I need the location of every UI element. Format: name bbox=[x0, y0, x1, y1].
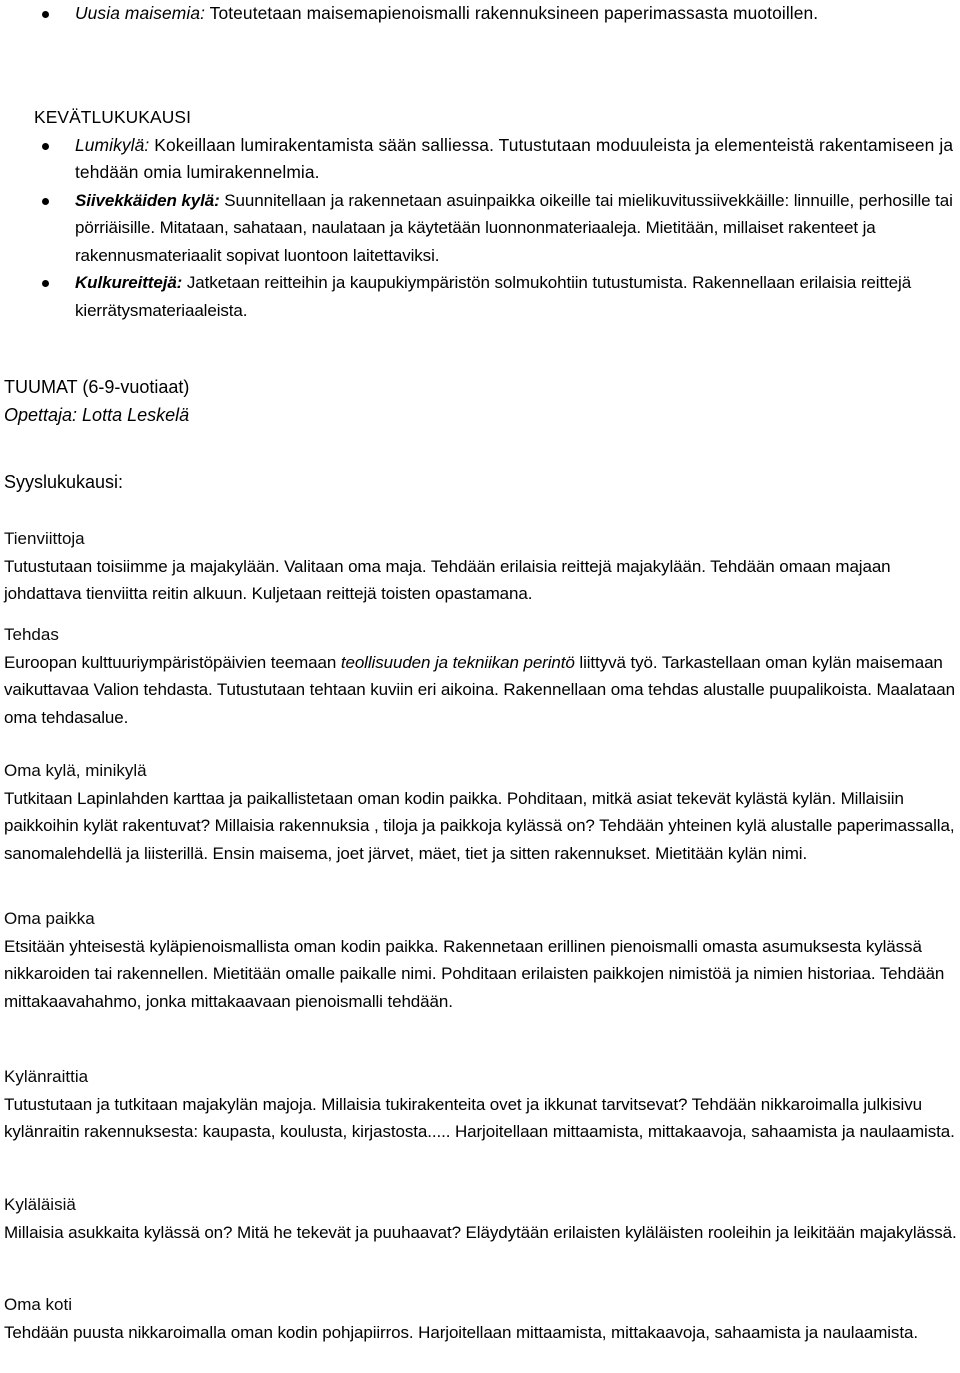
section-heading: Tienviittoja bbox=[4, 529, 85, 548]
term-heading: Syyslukukausi: bbox=[4, 472, 124, 492]
group-info bbox=[4, 374, 958, 429]
bullet-icon bbox=[42, 280, 49, 287]
section-oma-paikka bbox=[4, 905, 958, 1015]
section-heading: Kyläläisiä bbox=[4, 1195, 76, 1214]
list-item bbox=[4, 132, 958, 187]
item-text: Suunnitellaan ja rakennetaan asuinpaikka oikeille tai mielikuvitussiivekkäille: linnuille, perhosille tai pörriäisille. Mitataan, sahataan, naulataan ja käytetään luonnonmateriaaleja. Mietitään, millaiset rakenteet ja rakennusmateriaalit sopivat luontoon laitettaviksi. bbox=[75, 190, 953, 265]
item-title: Siivekkäiden kylä: bbox=[75, 190, 220, 210]
section-text-part: liittyvä työ. Tarkastellaan oman kylän maisemaan vaikuttavaa Valion tehdasta. Tutustutaan tehtaan kuviin eri aikoina. Rakennellaan oma tehdas alustalle puupalikoista. Maalataan oma tehdasalue. bbox=[4, 652, 955, 727]
section-text: Tutustutaan ja tutkitaan majakylän majoja. Millaisia tukirakenteita ovet ja ikkunat tarvitsevat? Tehdään nikkaroimalla julkisivu kylänraitin rakennuksesta: kaupasta, koulusta, kirjastosta..... Harjoitellaan mittaamista, mittakaavoja, sahaamista ja naulaamista. bbox=[4, 1094, 955, 1141]
section-text-part: Euroopan kulttuuriympäristöpäivien teemaan bbox=[4, 652, 341, 672]
list-item bbox=[4, 269, 958, 324]
list-item bbox=[4, 187, 958, 270]
section-kylalaisia bbox=[4, 1191, 958, 1246]
section-text: Tutustutaan toisiimme ja majakylään. Valitaan oma maja. Tehdään erilaisia reittejä majakylään. Tehdään omaan majaan johdattava tienviitta reitin alkuun. Kuljetaan reittejä toisten opastamana. bbox=[4, 556, 891, 603]
item-title: Lumikylä: bbox=[75, 134, 150, 155]
bullet-icon bbox=[42, 11, 49, 18]
section-tehdas bbox=[4, 621, 958, 731]
section-oma-kyla bbox=[4, 757, 958, 867]
section-kylanraittia bbox=[4, 1063, 958, 1146]
section-heading: Oma paikka bbox=[4, 909, 95, 928]
bullet-icon bbox=[42, 143, 49, 150]
item-title: Uusia maisemia: bbox=[75, 3, 206, 23]
section-heading: Oma kylä, minikylä bbox=[4, 761, 147, 780]
item-text: Kokeillaan lumirakentamista sään salliessa. Tutustutaan moduuleista ja elementeistä rakentamiseen ja tehdään omia lumirakennelmia. bbox=[75, 134, 954, 182]
section-text: Millaisia asukkaita kylässä on? Mitä he tekevät ja puuhaavat? Eläydytään erilaisten kyläläisten rooleihin ja leikitään majakylässä. bbox=[4, 1222, 957, 1242]
list-item bbox=[4, 0, 958, 28]
item-title: Kulkureittejä: bbox=[75, 273, 183, 292]
group-title: TUUMAT (6-9-vuotiaat) bbox=[4, 377, 190, 397]
section-text: Tehdään puusta nikkaroimalla oman kodin pohjapiirros. Harjoitellaan mittaamista, mittakaavoja, sahaamista ja naulaamista. bbox=[4, 1322, 918, 1342]
item-text: Jatketaan reitteihin ja kaupukiympäristön solmukohtiin tutustumista. Rakennellaan erilaisia reittejä kierrätysmateriaaleista. bbox=[75, 273, 912, 320]
bullet-icon bbox=[42, 198, 49, 205]
teacher-name: Opettaja: Lotta Leskelä bbox=[4, 404, 190, 425]
section-text bbox=[4, 649, 958, 732]
section-heading: Oma koti bbox=[4, 1295, 73, 1314]
term-heading-block bbox=[4, 469, 958, 497]
section-text-italic: teollisuuden ja tekniikan perintö bbox=[340, 652, 575, 672]
bullet-list-top bbox=[4, 0, 958, 28]
spring-heading: KEVÄTLUKUKAUSI bbox=[34, 107, 191, 127]
item-text: Toteutetaan maisemapienoismalli rakennuksineen paperimassasta muotoillen. bbox=[205, 3, 819, 23]
spring-section bbox=[4, 104, 958, 324]
section-oma-koti bbox=[4, 1291, 958, 1346]
section-tienviittoja bbox=[4, 525, 958, 608]
section-heading: Kylänraittia bbox=[4, 1067, 89, 1086]
section-text: Etsitään yhteisestä kyläpienoismallista oman kodin paikka. Rakennetaan erillinen pienoismalli omasta asumuksesta kylässä nikkaroiden tai rakennellen. Mietitään omalle paikalle nimi. Pohditaan erilaisten paikkojen nimistöä ja nimien historiaa. Tehdään mittakaavahahmo, jonka mittakaavaan pienoismalli tehdään. bbox=[4, 936, 945, 1011]
section-text: Tutkitaan Lapinlahden karttaa ja paikallistetaan oman kodin paikka. Pohditaan, mitkä asiat tekevät kylästä kylän. Millaisiin paikkoihin kylät rakentuvat? Millaisia rakennuksia , tiloja ja paikkoja kylässä on? Tehdään yhteinen kylä alustalle paperimassalla, sanomalehdellä ja liisterillä. Ensin maisema, joet järvet, mäet, tiet ja sitten rakennukset. Mietitään kylän nimi. bbox=[4, 788, 955, 863]
section-heading: Tehdas bbox=[4, 625, 59, 644]
